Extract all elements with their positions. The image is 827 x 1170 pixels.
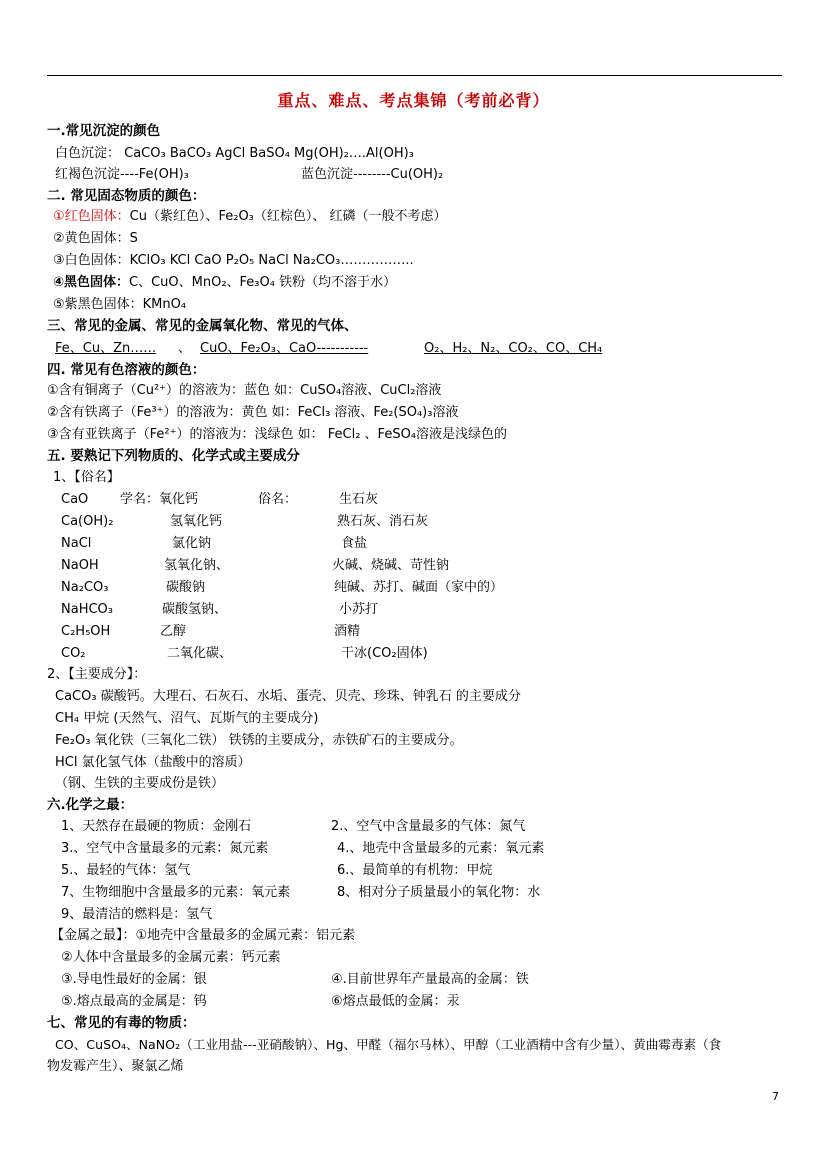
superlative-item: 3.、空气中含量最多的元素：氮元素	[61, 841, 269, 856]
row-formula: C₂H₅OH	[61, 624, 111, 639]
row-common-name: 酒精	[334, 624, 361, 639]
toxic-substances-line-1: CO、CuSO₄、NaNO₂（工业用盐---亚硝酸钠）、Hg、甲醛（福尔马林）、甲醇（工业酒精中含有少量）、黄曲霉毒素（食	[55, 1037, 722, 1052]
common-gases: O₂、H₂、N₂、CO₂、CO、CH₄	[424, 341, 603, 356]
row-name: 氢氧化钙	[170, 514, 223, 529]
black-solid	[53, 275, 396, 291]
metal-superlative-item: ⑥熔点最低的金属：汞	[331, 994, 460, 1009]
row-common-name: 生石灰	[339, 492, 379, 507]
main-component-line: Fe₂O₃ 氧化铁（三氧化二铁） 铁锈的主要成分，赤铁矿石的主要成分。	[55, 733, 463, 748]
metal-superlatives-heading: 【金属之最】：①地壳中含量最多的金属元素：铝元素	[51, 928, 356, 943]
row-formula: NaHCO₃	[61, 602, 113, 617]
row-name: 碳酸钠	[166, 580, 206, 595]
metal-superlative-item: ③.导电性最好的金属：银	[61, 972, 207, 987]
red-solid-items: Cu（紫红色）、Fe₂O₃（红棕色）、 红磷（一般不考虑）	[129, 209, 447, 224]
row-common-name: 食盐	[341, 536, 368, 551]
superlative-item: 6.、最简单的有机物：甲烷	[337, 863, 493, 878]
metal-superlative-item: ④.目前世界年产量最高的金属：铁	[331, 972, 529, 987]
section-3-heading: 三、常见的金属、常见的金属氧化物、常见的气体、	[47, 318, 358, 334]
blue-precipitate: 蓝色沉淀--------Cu(OH)₂	[301, 167, 444, 182]
purple-black-solid: ⑤紫黑色固体：KMnO₄	[53, 297, 187, 312]
superlative-item: 9、最清洁的燃料是：氢气	[61, 907, 213, 922]
black-solid-label: ④黑色固体：	[53, 275, 130, 290]
common-metal-oxides: CuO、Fe₂O₃、CaO-----------	[200, 341, 369, 356]
black-solid-items: C、CuO、MnO₂、Fe₃O₄ 铁粉（均不溶于水）	[129, 275, 397, 290]
row-common-name: 小苏打	[339, 602, 379, 617]
page-number: 7	[772, 1090, 779, 1103]
main-component-line: CH₄ 甲烷 (天然气、沼气、瓦斯气的主要成分)	[55, 711, 319, 726]
row-formula: Ca(OH)₂	[61, 514, 114, 529]
row-formula: CaO	[61, 492, 89, 507]
red-solid-label: ①红色固体：	[53, 209, 130, 224]
superlative-item: 4.、地壳中含量最多的元素：氧元素	[337, 841, 545, 856]
white-precipitate: 白色沉淀： CaCO₃ BaCO₃ AgCl BaSO₄ Mg(OH)₂….Al(OH)₃	[55, 146, 414, 161]
section-2-heading: 二. 常见固态物质的颜色：	[47, 188, 206, 204]
row-common-name: 熟石灰、消石灰	[337, 514, 429, 529]
iron3-ion-solution: ②含有铁离子（Fe³⁺）的溶液为：黄色 如：FeCl₃ 溶液、Fe₂(SO₄)₃溶液	[47, 405, 459, 420]
metal-superlative-item: ②人体中含量最多的金属元素：钙元素	[61, 950, 281, 965]
main-components-subheading: 2、【主要成分】：	[47, 667, 147, 682]
row-common-label: 俗名：	[258, 492, 298, 507]
row-formula: CO₂	[61, 646, 86, 661]
superlative-item: 2.、空气中含量最多的气体：氮气	[331, 819, 526, 834]
section-5-heading: 五. 要熟记下列物质的、化学式或主要成分	[47, 448, 300, 464]
section-7-heading: 七、常见的有毒的物质：	[47, 1015, 196, 1031]
section-4-heading: 四. 常见有色溶液的颜色：	[47, 362, 206, 378]
red-brown-precipitate: 红褐色沉淀----Fe(OH)₃	[55, 167, 189, 182]
row-common-name: 纯碱、苏打、碱面（家中的）	[334, 580, 504, 595]
copper-ion-solution: ①含有铜离子（Cu²⁺）的溶液为：蓝色 如：CuSO₄溶液、CuCl₂溶液	[47, 383, 442, 398]
iron2-ion-solution: ③含有亚铁离子（Fe²⁺）的溶液为：浅绿色 如： FeCl₂ 、FeSO₄溶液是浅绿色的	[47, 427, 508, 442]
common-metals: Fe、Cu、Zn……	[55, 341, 157, 356]
superlative-item: 8、相对分子质量最小的氧化物：水	[337, 885, 541, 900]
superlative-item: 1、天然存在最硬的物质：金刚石	[61, 819, 252, 834]
row-name: 学名：氧化钙	[120, 492, 199, 507]
header-rule	[47, 75, 782, 76]
main-component-line: CaCO₃ 碳酸钙。大理石、石灰石、水垢、蛋壳、贝壳、珍珠、钟乳石 的主要成分	[55, 689, 521, 704]
page-title: 重点、难点、考点集锦（考前必背）	[277, 91, 550, 110]
superlative-item: 5.、最轻的气体：氢气	[61, 863, 191, 878]
row-common-name: 干冰(CO₂固体)	[341, 646, 428, 661]
row-formula: NaCl	[61, 536, 92, 551]
row-name: 碳酸氢钠、	[162, 602, 228, 617]
row-formula: NaOH	[61, 558, 99, 573]
row-common-name: 火碱、烧碱、苛性钠	[332, 558, 450, 573]
separator: 、	[178, 341, 192, 356]
superlative-item: 7、生物细胞中含量最多的元素：氧元素	[61, 885, 291, 900]
white-solid: ③白色固体：KClO₃ KCl CaO P₂O₅ NaCl Na₂CO₃……………..	[53, 253, 414, 268]
section-1-heading: 一.常见沉淀的颜色	[47, 123, 161, 139]
main-component-note: （钢、生铁的主要成份是铁）	[55, 776, 225, 791]
row-name: 氢氧化钠、	[164, 558, 230, 573]
toxic-substances-line-2: 物发霉产生）、聚氯乙烯	[47, 1059, 184, 1074]
yellow-solid: ②黄色固体：S	[53, 231, 138, 246]
section-6-heading: 六.化学之最：	[47, 797, 134, 813]
row-formula: Na₂CO₃	[61, 580, 109, 595]
metal-superlative-item: ⑤.熔点最高的金属是：钨	[61, 994, 207, 1009]
row-name: 乙醇	[160, 624, 187, 639]
common-names-subheading: 1、【俗名】	[53, 470, 120, 485]
main-component-line: HCl 氯化氢气体（盐酸中的溶质）	[55, 755, 251, 770]
row-name: 氯化钠	[172, 536, 212, 551]
red-solid	[53, 209, 447, 225]
row-name: 二氧化碳、	[167, 646, 233, 661]
